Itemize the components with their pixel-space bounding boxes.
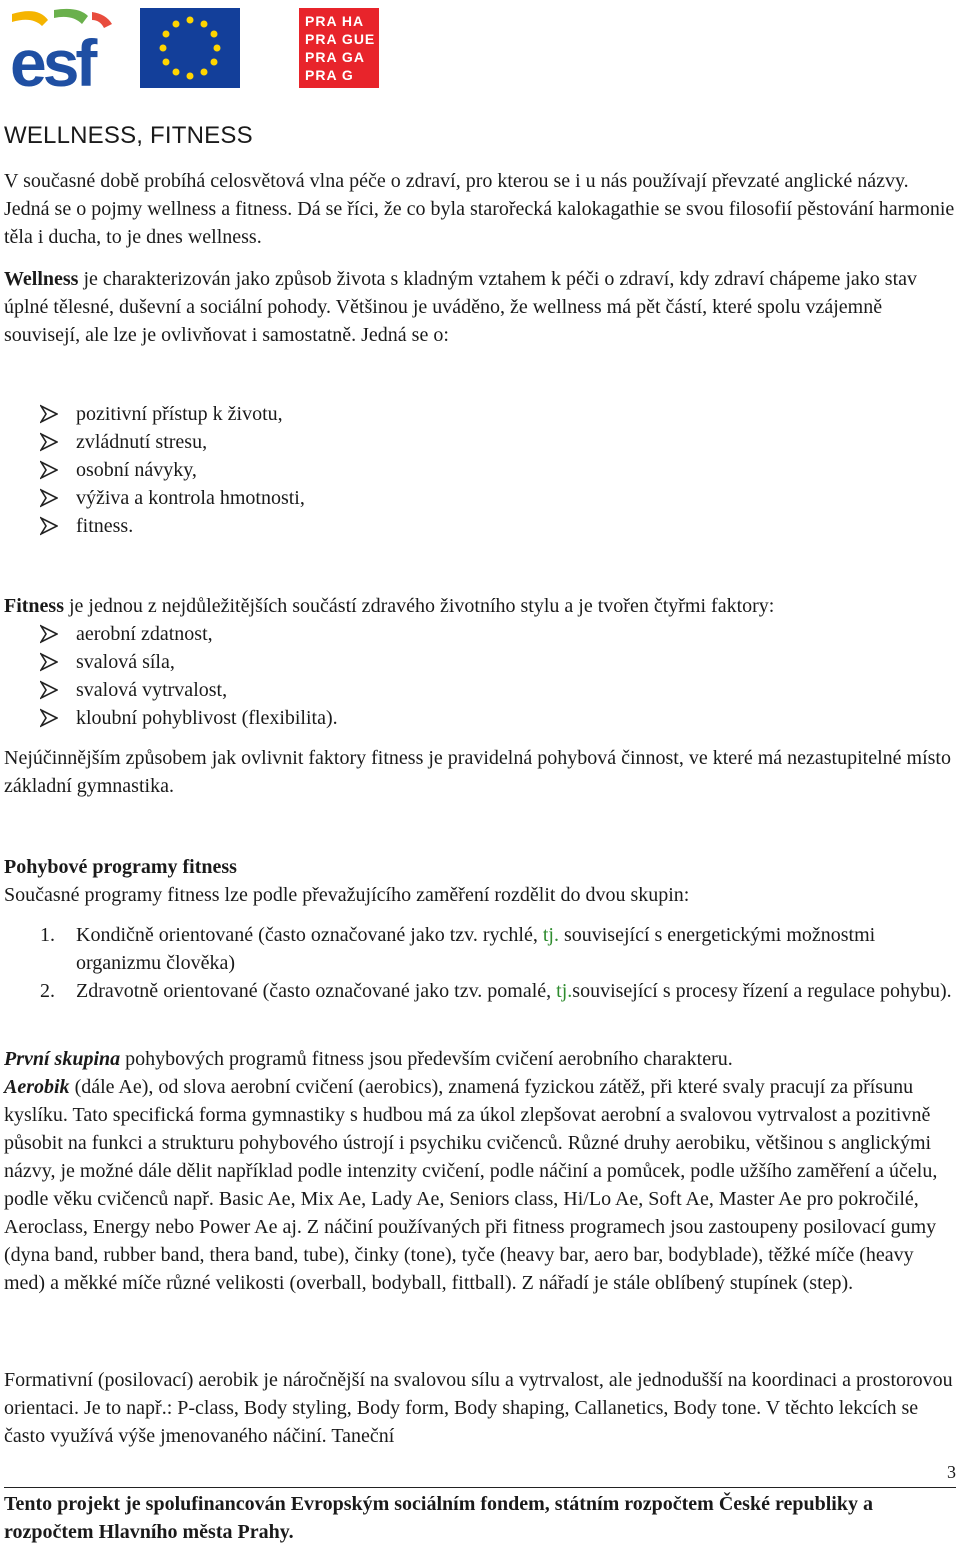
list-item: fitness. <box>40 512 305 540</box>
fitness-text: je jednou z nejdůležitějších součástí zdravého životního stylu a je tvořen čtyřmi faktory: <box>64 595 775 617</box>
list-item: aerobní zdatnost, <box>40 620 338 648</box>
list-item: svalová vytrvalost, <box>40 676 338 704</box>
arrow-bullet-icon <box>40 708 58 728</box>
arrow-bullet-icon <box>40 624 58 644</box>
list-item: 2. Zdravotně orientované (často označované jako tzv. pomalé, tj.související s procesy řízení a regulace pohybu). <box>40 980 952 1002</box>
list-item: svalová síla, <box>40 648 338 676</box>
formative-paragraph: Formativní (posilovací) aerobik je náročnější na svalovou sílu a vytrvalost, ale jednodušší na koordinaci a prostorovou orientaci. Je to např.: P-class, Body styling, Body form, Body shaping, Callanetics, Body tone. V těchto lekcích se často využívá výše jmenovaného náčiní. Taneční <box>4 1369 953 1447</box>
fitness-term: Fitness <box>4 595 64 617</box>
wellness-list <box>40 400 305 540</box>
arrow-bullet-icon <box>40 404 58 424</box>
list-item: kloubní pohyblivost (flexibilita). <box>40 704 338 732</box>
arrow-bullet-icon <box>40 516 58 536</box>
list-item: zvládnutí stresu, <box>40 428 305 456</box>
praha-logo <box>299 8 379 88</box>
list-item: výživa a kontrola hmotnosti, <box>40 484 305 512</box>
esf-wordmark: esf <box>10 26 94 90</box>
wellness-term: Wellness <box>4 268 79 290</box>
praha-logo-line-2: PRA GUE <box>305 31 376 47</box>
arrow-bullet-icon <box>40 460 58 480</box>
footer-text: Tento projekt je spolufinancován Evropským sociálním fondem, státním rozpočtem České republiky a rozpočtem Hlavního města Prahy. <box>4 1493 873 1543</box>
list-item: osobní návyky, <box>40 456 305 484</box>
fitness-paragraph <box>4 592 956 620</box>
praha-logo-line-4: PRA G <box>305 67 354 83</box>
programs-list <box>40 921 956 1005</box>
arrow-bullet-icon <box>40 432 58 452</box>
esf-eu-logo <box>8 6 240 90</box>
list-item: pozitivní přístup k životu, <box>40 400 305 428</box>
fitness-effect-paragraph: Nejúčinnějším způsobem jak ovlivnit faktory fitness je pravidelná pohybová činnost, ve které má nezastupitelné místo základní gymnastika. <box>4 747 951 797</box>
page-number: 3 <box>947 1462 956 1482</box>
page-title: WELLNESS, FITNESS <box>4 122 253 149</box>
arrow-bullet-icon <box>40 488 58 508</box>
footer-divider <box>4 1487 956 1488</box>
programs-heading: Pohybové programy fitness <box>4 856 237 878</box>
group1-paragraph: První skupina pohybových programů fitness jsou především cvičení aerobního charakteru. Aerobik (dále Ae), od slova aerobní cvičení (aerobics), znamená fyzickou zátěž, při které svaly pracují za přísunu kyslíku. Tato specifická forma gymnastiky s hudbou má za úkol zlepšovat aerobní a svalovou vytrvalost a pozitivně působit na funkci a strukturu pohybového ústrojí i psychiku cvičenců. Různé druhy aerobiku, většinou s anglickými názvy, je možné dále dělit například podle intenzity cvičení, podle náčiní a pomůcek, podle užšího zaměření a účelu, podle věku cvičenců např. Basic Ae, Mix Ae, Lady Ae, Seniors class, Hi/Lo Ae, Soft Ae, Master Ae pro pokročilé, Aeroclass, Energy nebo Power Ae aj. Z náčiní používaných při fitness programech jsou zastoupeny posilovací gumy (dyna band, rubber band, thera band, tube), činky (tone), tyče (heavy bar, aero bar, bodyblade), těžké míče (heavy med) a měkké míče různé velikosti (overball, bodyball, fittball). Z nářadí je stále oblíbený stupínek (step). <box>4 1048 938 1294</box>
intro-paragraph: V současné době probíhá celosvětová vlna péče o zdraví, pro kterou se i u nás používají převzaté anglické názvy. Jedná se o pojmy wellness a fitness. Dá se říci, že co byla starořecká kalokagathie se svou filosofií pěstování harmonie těla i ducha, to je dnes wellness. <box>4 170 955 248</box>
praha-logo-line-3: PRA GA <box>305 49 365 65</box>
wellness-text: je charakterizován jako způsob života s kladným vztahem k péči o zdraví, kdy zdraví chápeme jako stav úplné tělesné, duševní a sociální pohody. Většinou je uváděno, že wellness má pět částí, které spolu vzájemně souvisejí, ale lze je ovlivňovat i samostatně. Jedná se o: <box>4 268 918 346</box>
praha-logo-line-1: PRA HA <box>305 13 365 29</box>
wellness-paragraph <box>4 265 956 349</box>
arrow-bullet-icon <box>40 652 58 672</box>
fitness-list <box>40 620 338 732</box>
list-item: 1. Kondičně orientované (často označované jako tzv. rychlé, tj. související s energetickými možnostmi organizmu člověka) <box>40 924 876 974</box>
programs-intro: Současné programy fitness lze podle převažujícího zaměření rozdělit do dvou skupin: <box>4 884 690 906</box>
arrow-bullet-icon <box>40 680 58 700</box>
